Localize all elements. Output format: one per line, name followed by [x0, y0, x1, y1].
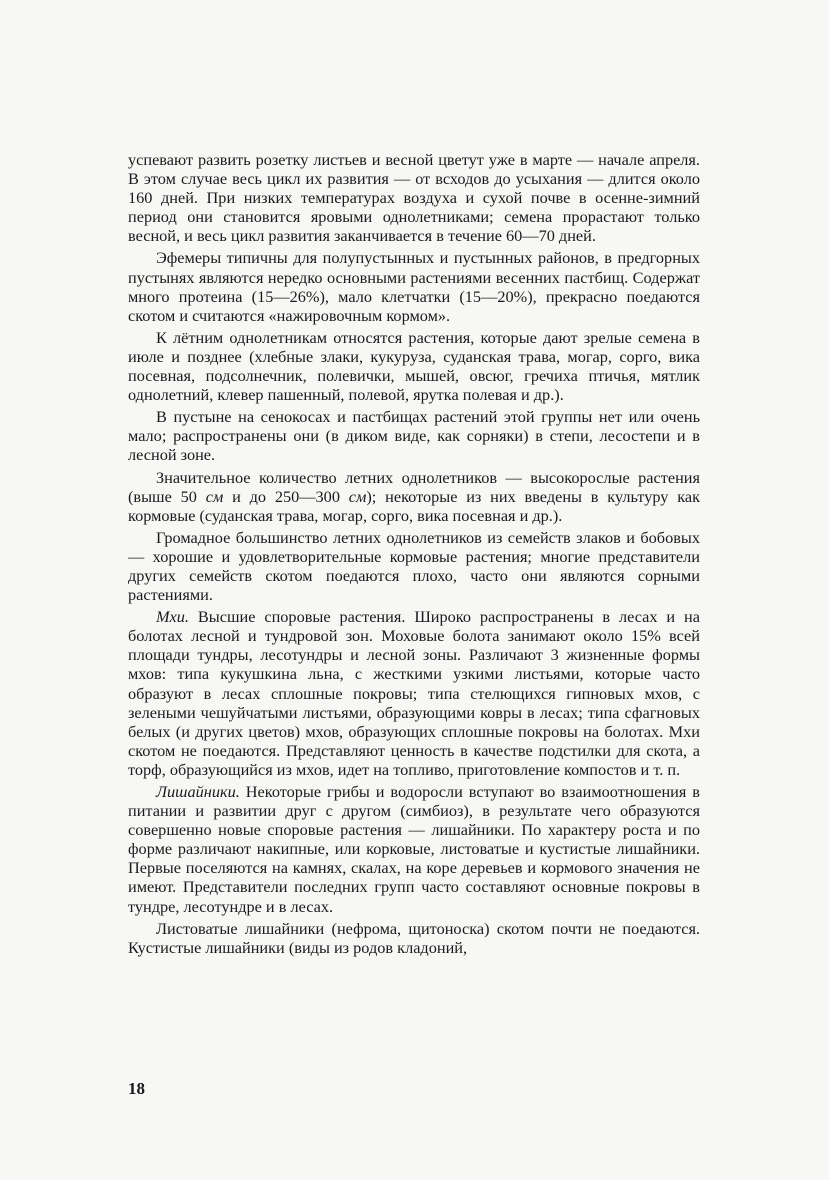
text-run: успевают развить розетку листьев и весной цветут уже в марте — начале апреля. В этом случае весь цикл их развития — от всходов до усыхания — длится около 160 дней. При низких температурах воздуха и сухой почве в осенне-зимний период они становится яровыми однолетниками; семена прорастают только весной, и весь цикл развития заканчивается в течение 60—70 дней. [128, 150, 700, 246]
text-run: Громадное большинство летних однолетников из семейств злаков и бобовых — хорошие и удовлетворительные кормовые растения; многие представители других семейств скотом поедаются плохо, часто они являются сорными растениями. [128, 527, 700, 605]
paragraph [128, 528, 700, 604]
italic-text: Лишайники. [156, 782, 240, 801]
text-run: ); некоторые из них введены в культуру как кормовые (суданская трава, могар, сорго, вика посевная и др.). [128, 486, 700, 525]
paragraph [128, 407, 700, 464]
paragraph [128, 248, 700, 324]
paragraph [128, 607, 700, 779]
paragraph [128, 150, 700, 245]
italic-text: см [205, 486, 224, 506]
paragraph [128, 328, 700, 404]
page-number: 18 [128, 1079, 145, 1098]
text-run: Высшие споровые растения. Широко распространены в лесах и на болотах лесной и тундровой зон. Моховые болота занимают около 15% всей площади тундры, лесотундры и лесной зоны. Различают 3 жизненные формы мхов: типа кукушкина льна, с жесткими узкими листьями, которые часто образуют в лесах сплошные покровы; типа стелющихся гипновых мхов, с зелеными чешуйчатыми листьями, образующими ковры в лесах; типа сфагновых белых (и других цветов) мхов, образующих сплошные покровы на болотах. Мхи скотом не поедаются. Представляют ценность в качестве подстилки для скота, а торф, образующийся из мхов, идет на топливо, приготовление компостов и т. п. [128, 607, 700, 779]
text-run: Значительное количество летних однолетников — высокорослые растения (выше 50 [128, 467, 700, 506]
text-run: В пустыне на сенокосах и пастбищах растений этой группы нет или очень мало; распространены они (в диком виде, как сорняки) в степи, лесостепи и в лесной зоне. [128, 407, 700, 465]
text-run: и до 250—300 [223, 486, 349, 506]
text-run: Некоторые грибы и водоросли вступают во взаимоотношения в питании и развитии друг с другом (симбиоз), в результате чего образуются совершенно новые споровые растения — лишайники. По характеру роста и по форме различают накипные, или корковые, листоватые и кустистые лишайники. Первые поселяются на камнях, скалах, на коре деревьев и кормового значения не имеют. Представители последних групп часто составляют основные покровы в тундре, лесотундре и в лесах. [128, 782, 700, 916]
paragraph [128, 919, 700, 957]
text-run: Эфемеры типичны для полупустынных и пустынных районов, в предгорных пустынях являются нередко основными растениями весенних пастбищ. Содержат много протеина (15—26%), мало клетчатки (15—20%), прекрасно поедаются скотом и считаются «нажировочным кормом». [128, 248, 700, 325]
text-run: К лётним однолетникам относятся растения, которые дают зрелые семена в июле и позднее (хлебные злаки, кукуруза, суданская трава, могар, сорго, вика посевная, подсолнечник, полевички, мышей, овсюг, гречиха птичья, мятлик однолетний, клевер пашенный, полевой, ярутка полевая и др.). [128, 327, 700, 405]
italic-text: см [348, 486, 367, 506]
paragraph [128, 782, 700, 916]
text-run: Листоватые лишайники (нефрома, щитоноска) скотом почти не поедаются. Кустистые лишайники (виды из родов кладоний, [128, 918, 700, 957]
page-body [128, 150, 700, 957]
italic-text: Мхи. [156, 607, 189, 627]
paragraph [128, 468, 700, 525]
